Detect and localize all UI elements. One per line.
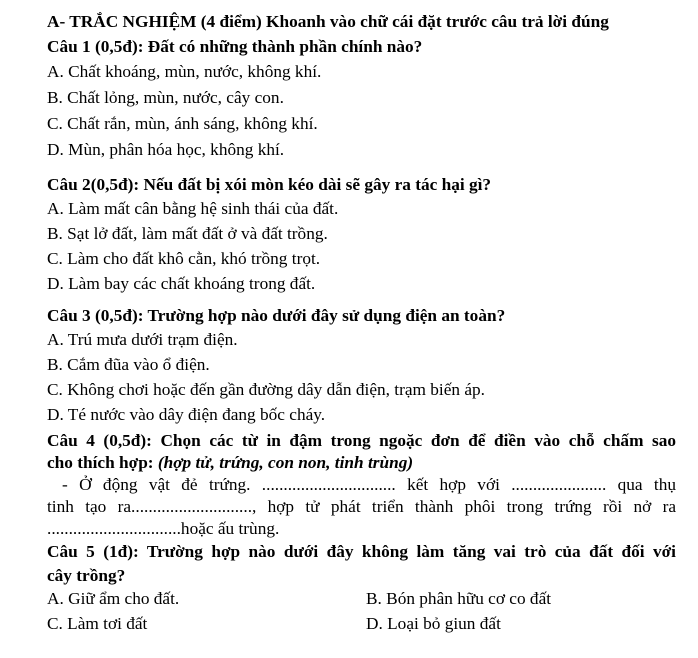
section-heading: A- TRẮC NGHIỆM (4 điểm) Khoanh vào chữ cái đặt trước câu trả lời đúng	[47, 12, 609, 31]
question-1-option-c: C. Chất rắn, mùn, ánh sáng, không khí.	[47, 114, 318, 133]
question-4-fill-line3: ...............................hoặc ấu trùng.	[47, 519, 280, 538]
question-2-option-a: A. Làm mất cân bằng hệ sinh thái của đất.	[47, 199, 339, 218]
question-2-option-c: C. Làm cho đất khô cằn, khó trồng trọt.	[47, 249, 321, 268]
question-5-option-b: B. Bón phân hữu cơ co đất	[366, 589, 552, 608]
question-4-word-bank: (hợp tử, trứng, con non, tinh trùng)	[157, 453, 414, 472]
question-4-title-line1: Câu 4 (0,5đ): Chọn các từ in đậm trong ngoặc đơn để điền vào chỗ chấm sao	[47, 431, 676, 450]
question-4-fill-line1: - Ở động vật đẻ trứng. ............................... kết hợp với ...................... qua thụ	[62, 475, 676, 494]
question-4-title-bold: cho thích hợp:	[47, 453, 158, 472]
question-5-option-c: C. Làm tơi đất	[47, 614, 148, 633]
question-2-option-d: D. Làm bay các chất khoáng trong đất.	[47, 274, 316, 293]
question-5-title-line2: cây trồng?	[47, 566, 126, 585]
question-1-option-a: A. Chất khoáng, mùn, nước, không khí.	[47, 62, 322, 81]
question-5-title-line1: Câu 5 (1đ): Trường hợp nào dưới đây không làm tăng vai trò của đất đối với	[47, 542, 676, 561]
question-3-option-d: D. Té nước vào dây điện đang bốc cháy.	[47, 405, 326, 424]
question-1-title: Câu 1 (0,5đ): Đất có những thành phần chính nào?	[47, 37, 423, 56]
question-3-option-c: C. Không chơi hoặc đến gần đường dây dẫn điện, trạm biến áp.	[47, 380, 485, 399]
question-3-option-a: A. Trú mưa dưới trạm điện.	[47, 330, 238, 349]
question-5-option-a: A. Giữ ẩm cho đất.	[47, 589, 180, 608]
question-4-fill-line2: tinh tạo ra............................, hợp tử phát triển thành phôi trong trứng rồi nở ra	[47, 497, 676, 516]
question-2-option-b: B. Sạt lở đất, làm mất đất ở và đất trồng.	[47, 224, 328, 243]
question-4-title-line2	[47, 453, 413, 473]
question-5-option-d: D. Loại bỏ giun đất	[366, 614, 501, 633]
question-1-option-b: B. Chất lỏng, mùn, nước, cây con.	[47, 88, 284, 107]
question-3-title: Câu 3 (0,5đ): Trường hợp nào dưới đây sử dụng điện an toàn?	[47, 306, 506, 325]
question-2-title: Câu 2(0,5đ): Nếu đất bị xói mòn kéo dài sẽ gây ra tác hại gì?	[47, 175, 492, 194]
question-3-option-b: B. Cắm đũa vào ổ điện.	[47, 355, 210, 374]
question-1-option-d: D. Mùn, phân hóa học, không khí.	[47, 140, 285, 159]
